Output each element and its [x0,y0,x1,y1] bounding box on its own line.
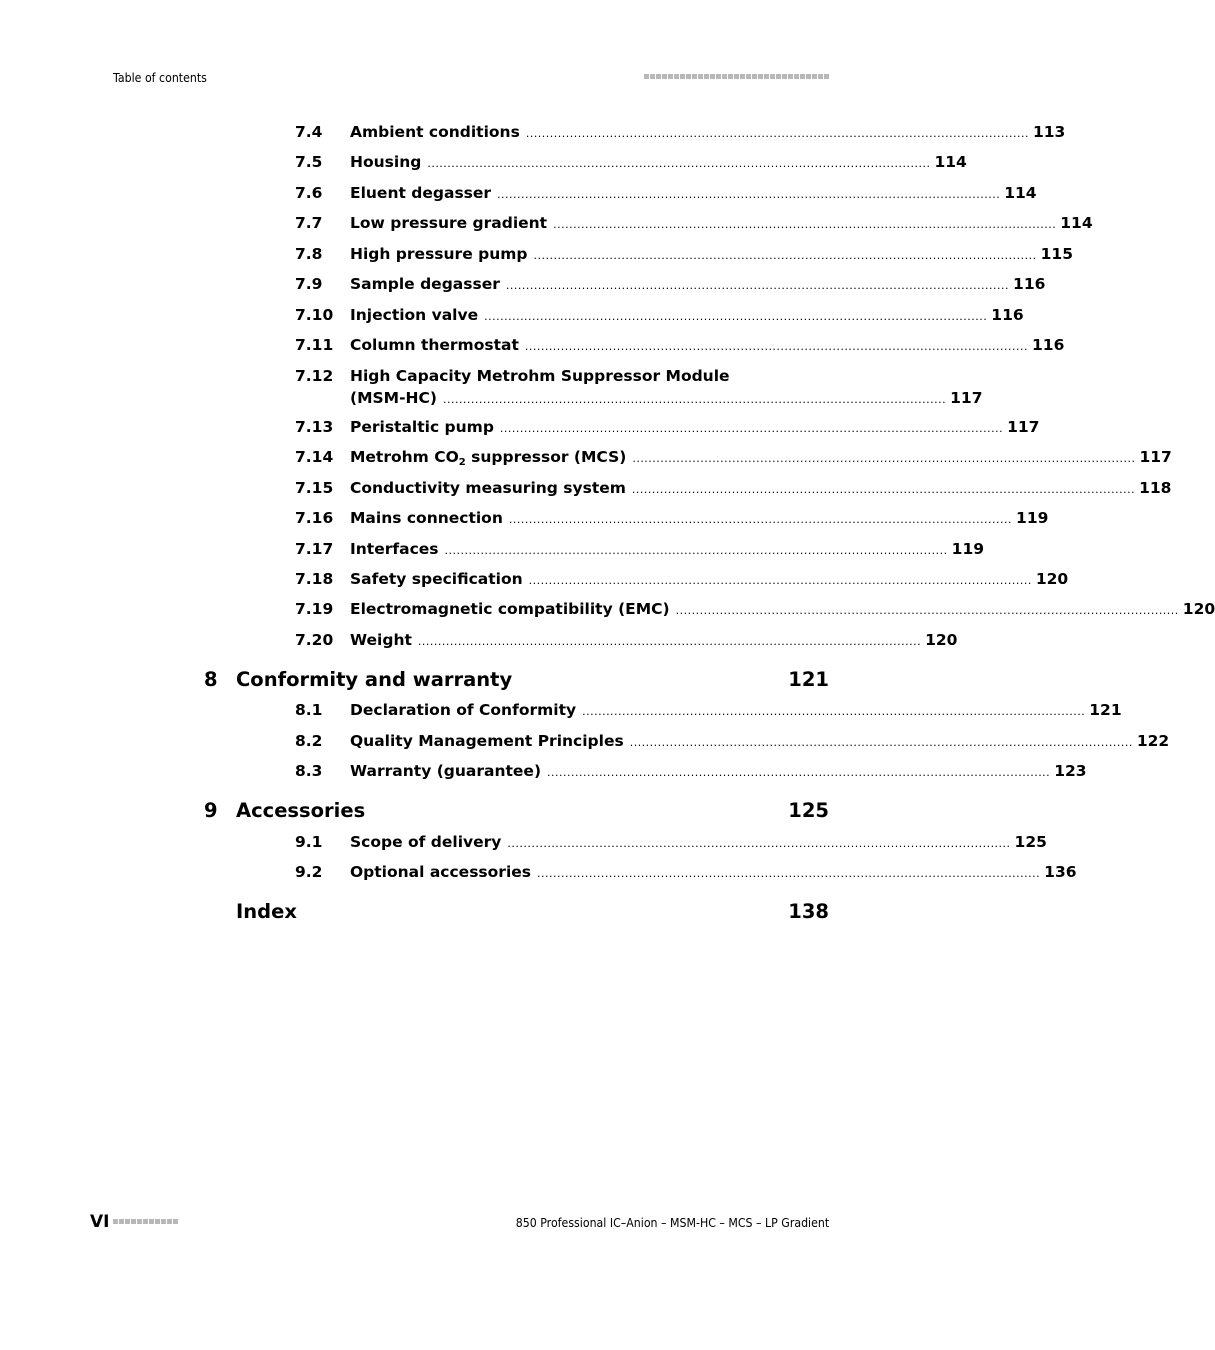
toc-entry[interactable] [295,598,1215,620]
toc-entry-title: Mains connection [350,509,503,527]
toc-entry-page: 119 [1016,509,1049,527]
toc-entry-title: Sample degasser [350,275,500,293]
toc-chapter[interactable] [204,667,829,693]
toc-entry[interactable] [295,477,1172,499]
toc-entry-number: 7.19 [295,600,334,618]
toc-entry[interactable] [295,273,1046,295]
toc-entry-title: Low pressure gradient [350,214,548,232]
toc-entry-number: 9.1 [295,833,323,851]
page-number: VI [90,1212,110,1232]
toc-entry-page: 121 [1089,701,1122,719]
toc-entry-number: 8.3 [295,762,323,780]
toc-entry-page: 122 [1136,732,1170,750]
toc-entry-number: 7.9 [295,275,323,293]
toc-entry-page: 113 [1032,123,1066,141]
toc-entry[interactable] [295,446,1172,468]
footer-decoration [113,1219,178,1224]
toc-entry-number: 7.20 [295,631,334,649]
toc-entry-page: 116 [1013,275,1046,293]
toc-entry[interactable] [295,507,1049,529]
toc-entry[interactable] [295,760,1087,782]
toc-entry-page: 116 [991,306,1024,324]
toc-entry-page: 120 [1035,570,1069,588]
toc-entry-page: 114 [1004,184,1037,202]
toc-entry-title: Column thermostat [350,336,519,354]
toc-entry-page: 117 [1139,448,1172,466]
toc-entry-page: 114 [934,153,967,171]
toc-entry-number: 7.11 [295,336,334,354]
document-title: 850 Professional IC–Anion – MSM-HC – MCS – LP Gradient [515,1215,829,1230]
toc-entry-title: Eluent degasser [350,184,492,202]
toc-entry-page: 123 [1054,762,1087,780]
toc-entry-page: 119 [951,540,985,558]
toc-entry-number: 7.6 [295,184,323,202]
toc-entry-page: 114 [1060,214,1093,232]
toc-entry-title: Warranty (guarantee) [350,762,542,780]
running-header-title: Table of contents [113,70,207,85]
toc-entry-title: Interfaces [350,540,439,558]
toc-entry-title: Scope of delivery [350,833,502,851]
toc-chapter-number: 9 [204,799,218,822]
toc-entry[interactable] [295,182,1037,204]
toc-entry-title: Metrohm $CO_2$ suppressor (MCS) [350,448,627,468]
toc-entry-number: 7.7 [295,214,323,232]
toc-chapter[interactable] [204,798,829,824]
toc-entry-title-continued: (MSM-HC) [350,389,437,407]
toc-index-title: Index [236,900,297,923]
toc-chapter-title: Conformity and warranty [236,668,513,691]
toc-entry-page: 117 [950,389,983,407]
toc-entry[interactable] [295,568,1069,590]
toc-entry-number: 7.13 [295,418,334,436]
toc-entry-number: 7.18 [295,570,334,588]
toc-entry-title: Peristaltic pump [350,418,494,436]
toc-entry-number: 8.1 [295,701,323,719]
toc-entry-title: Optional accessories [350,863,531,881]
toc-entry[interactable] [295,121,1066,143]
toc-entry-title: Quality Management Principles [350,732,624,750]
header-decoration [644,74,829,79]
toc-entry-number: 7.10 [295,306,334,324]
toc-entry-page: 120 [1182,600,1215,618]
toc-entry-title: High Capacity Metrohm Suppressor Module [350,367,730,385]
toc-entry-title: Declaration of Conformity [350,701,577,719]
toc-entry-number: 7.5 [295,153,323,171]
toc-entry-number: 9.2 [295,863,323,881]
toc-entry-title: Ambient conditions [350,123,520,141]
toc-entry[interactable] [295,243,1073,265]
toc-entry[interactable] [295,629,958,651]
toc-entry-title: Housing [350,153,422,171]
toc-entry[interactable] [295,416,1040,438]
toc-entry[interactable] [295,365,983,409]
toc-entry-title: Conductivity measuring system [350,479,626,497]
toc-entry[interactable] [295,304,1024,326]
toc-entry-page: 115 [1040,245,1073,263]
toc-entry-number: 8.2 [295,732,323,750]
toc-entry-number: 7.4 [295,123,323,141]
toc-entry-number: 7.14 [295,448,334,466]
toc-entry[interactable] [295,538,985,560]
toc-entry-title: High pressure pump [350,245,528,263]
toc-entry-page: 120 [925,631,958,649]
toc-chapter-page: 125 [788,799,829,822]
toc-chapter-page: 121 [788,668,829,691]
toc-entry-number: 7.17 [295,540,334,558]
toc-entry[interactable] [295,699,1122,721]
toc-entry[interactable] [295,212,1093,234]
toc-entry-number: 7.16 [295,509,334,527]
toc-entry-page: 125 [1014,833,1047,851]
toc-chapter-title: Accessories [236,799,366,822]
toc-entry-page: 118 [1139,479,1172,497]
toc-chapter-number: 8 [204,668,218,691]
toc-entry[interactable] [295,861,1077,883]
toc-entry-title: Injection valve [350,306,479,324]
toc-entry-page: 136 [1044,863,1077,881]
toc-entry-title: Weight [350,631,412,649]
toc-entry-title: Electromagnetic compatibility (EMC) [350,600,670,618]
toc-entry[interactable] [295,151,967,173]
toc-entry-number: 7.12 [295,367,334,385]
toc-entry-page: 116 [1032,336,1065,354]
toc-entry-number: 7.15 [295,479,334,497]
toc-entry[interactable] [295,831,1047,853]
toc-entry-number: 7.8 [295,245,323,263]
toc-entry-page: 117 [1007,418,1040,436]
toc-entry-title: Safety specification [350,570,523,588]
toc-entry[interactable] [295,730,1170,752]
toc-index-page: 138 [788,900,829,923]
toc-index[interactable] [204,899,829,925]
toc-entry[interactable] [295,334,1065,356]
